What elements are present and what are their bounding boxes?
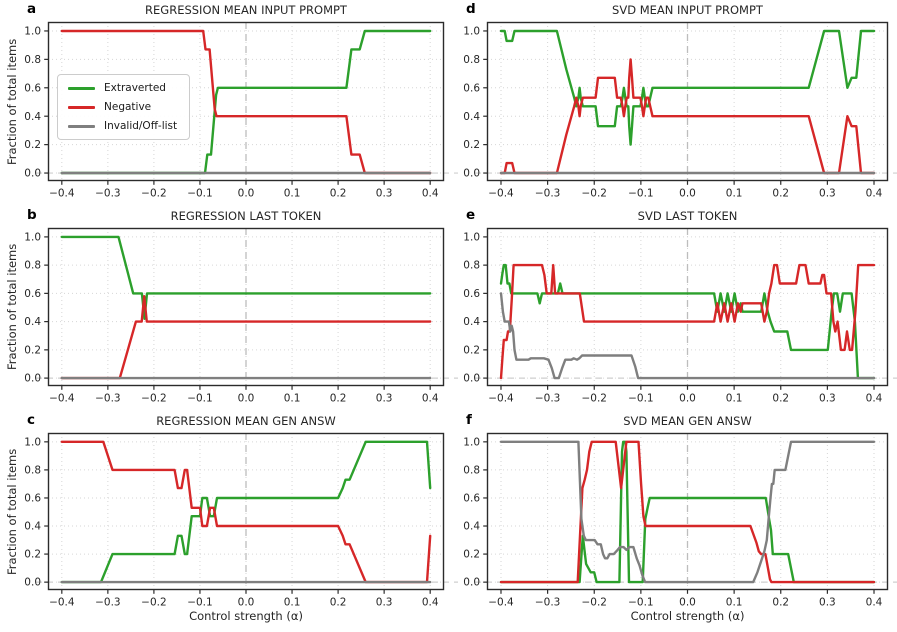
svg-text:0.8: 0.8 <box>463 464 480 477</box>
svg-text:−0.1: −0.1 <box>187 392 213 405</box>
svg-text:0.2: 0.2 <box>772 392 790 405</box>
svg-text:−0.4: −0.4 <box>49 392 75 405</box>
svg-text:−0.1: −0.1 <box>187 596 213 609</box>
svg-text:0.2: 0.2 <box>329 392 347 405</box>
panel-d-title: SVD MEAN INPUT PROMPT <box>612 3 763 17</box>
invalid-line-swatch <box>68 125 95 128</box>
svg-text:0.1: 0.1 <box>725 596 743 609</box>
svg-text:1.0: 1.0 <box>463 436 480 449</box>
svg-text:0.0: 0.0 <box>24 372 41 385</box>
panel-e-letter: e <box>466 207 476 223</box>
svg-text:0.4: 0.4 <box>463 316 480 329</box>
svg-text:0.4: 0.4 <box>421 596 439 609</box>
panel-f-letter: f <box>466 412 472 428</box>
panel-c-title: REGRESSION MEAN GEN ANSW <box>156 414 336 428</box>
svg-text:−0.1: −0.1 <box>628 392 654 405</box>
svg-text:0.2: 0.2 <box>463 548 480 561</box>
panel-e-title: SVD LAST TOKEN <box>637 209 738 223</box>
svg-text:0.6: 0.6 <box>24 492 41 505</box>
svg-text:0.2: 0.2 <box>329 187 347 200</box>
svg-text:0.0: 0.0 <box>463 167 480 180</box>
svg-text:0.4: 0.4 <box>865 187 883 200</box>
y-axis-label: Fraction of total items <box>5 243 19 371</box>
legend-item-negative: Negative <box>68 101 177 113</box>
svg-text:0.3: 0.3 <box>819 596 836 609</box>
svg-text:0.0: 0.0 <box>237 187 255 200</box>
panel-d-plot <box>463 22 888 200</box>
svg-text:−0.1: −0.1 <box>187 187 213 200</box>
svg-text:0.2: 0.2 <box>772 187 790 200</box>
panel-f-title: SVD MEAN GEN ANSW <box>623 414 752 428</box>
svg-text:0.1: 0.1 <box>283 392 301 405</box>
svg-text:0.6: 0.6 <box>463 82 480 95</box>
svg-text:−0.2: −0.2 <box>141 596 167 609</box>
svg-text:1.0: 1.0 <box>463 25 480 38</box>
svg-text:0.0: 0.0 <box>24 167 41 180</box>
svg-text:0.8: 0.8 <box>463 259 480 272</box>
panel-b-title: REGRESSION LAST TOKEN <box>170 209 322 223</box>
svg-text:0.3: 0.3 <box>375 596 393 609</box>
panel-d <box>463 1 888 200</box>
svg-text:0.4: 0.4 <box>421 187 439 200</box>
panel-a <box>5 1 444 200</box>
svg-text:0.6: 0.6 <box>24 287 41 300</box>
svg-text:0.3: 0.3 <box>819 392 836 405</box>
svg-text:0.3: 0.3 <box>375 187 393 200</box>
svg-text:0.8: 0.8 <box>24 464 41 477</box>
svg-text:−0.2: −0.2 <box>581 187 607 200</box>
svg-text:0.2: 0.2 <box>24 344 41 357</box>
svg-text:1.0: 1.0 <box>463 231 480 244</box>
svg-text:1.0: 1.0 <box>24 231 41 244</box>
legend <box>57 74 190 140</box>
panel-c-plot <box>24 433 444 609</box>
panel-e <box>463 207 888 405</box>
svg-text:0.3: 0.3 <box>375 392 393 405</box>
svg-text:−0.3: −0.3 <box>534 392 561 405</box>
svg-text:0.3: 0.3 <box>819 187 836 200</box>
svg-text:−0.4: −0.4 <box>488 392 514 405</box>
svg-text:0.2: 0.2 <box>24 548 41 561</box>
svg-text:−0.3: −0.3 <box>534 187 561 200</box>
panel-b <box>5 207 444 405</box>
x-axis-label: Control strength (α) <box>189 609 303 623</box>
svg-text:0.4: 0.4 <box>865 392 883 405</box>
panel-c <box>5 412 444 623</box>
svg-text:0.0: 0.0 <box>24 576 41 589</box>
svg-text:0.4: 0.4 <box>421 392 439 405</box>
svg-text:−0.3: −0.3 <box>95 392 121 405</box>
panel-b-plot <box>24 228 444 405</box>
svg-text:0.0: 0.0 <box>237 392 255 405</box>
svg-text:0.2: 0.2 <box>329 596 347 609</box>
y-axis-label: Fraction of total items <box>5 448 19 575</box>
panel-c-letter: c <box>27 412 36 428</box>
svg-text:−0.3: −0.3 <box>95 187 121 200</box>
svg-text:0.8: 0.8 <box>24 53 41 66</box>
svg-text:−0.2: −0.2 <box>581 392 607 405</box>
svg-text:0.2: 0.2 <box>772 596 790 609</box>
svg-text:0.4: 0.4 <box>463 110 480 123</box>
svg-text:0.4: 0.4 <box>24 110 41 123</box>
legend-item-invalid: Invalid/Off-list <box>68 120 177 132</box>
svg-text:0.1: 0.1 <box>725 392 743 405</box>
svg-text:−0.4: −0.4 <box>488 187 514 200</box>
svg-text:−0.3: −0.3 <box>534 596 561 609</box>
svg-text:0.8: 0.8 <box>463 53 480 66</box>
legend-item-extraverted: Extraverted <box>68 82 177 94</box>
svg-text:0.8: 0.8 <box>24 259 41 272</box>
svg-text:0.2: 0.2 <box>24 139 41 152</box>
svg-text:−0.2: −0.2 <box>581 596 607 609</box>
svg-text:0.6: 0.6 <box>24 82 41 95</box>
negative-line-swatch <box>68 106 95 109</box>
svg-text:0.4: 0.4 <box>24 316 41 329</box>
panel-e-plot <box>463 228 888 405</box>
y-axis-label: Fraction of total items <box>5 38 19 165</box>
panel-b-letter: b <box>27 207 37 223</box>
svg-text:1.0: 1.0 <box>24 25 41 38</box>
svg-text:−0.2: −0.2 <box>141 187 167 200</box>
svg-text:0.2: 0.2 <box>463 344 480 357</box>
svg-text:−0.4: −0.4 <box>49 596 75 609</box>
svg-text:0.0: 0.0 <box>237 596 255 609</box>
panel-a-title: REGRESSION MEAN INPUT PROMPT <box>145 3 347 17</box>
svg-text:0.0: 0.0 <box>463 576 480 589</box>
svg-text:0.0: 0.0 <box>463 372 480 385</box>
panel-f <box>463 412 888 623</box>
svg-text:1.0: 1.0 <box>24 436 41 449</box>
panel-d-letter: d <box>466 1 476 17</box>
panel-a-letter: a <box>27 1 37 17</box>
svg-text:0.0: 0.0 <box>679 392 696 405</box>
svg-text:0.6: 0.6 <box>463 287 480 300</box>
panel-f-plot <box>463 433 888 609</box>
svg-text:0.4: 0.4 <box>463 520 480 533</box>
svg-text:−0.3: −0.3 <box>95 596 121 609</box>
svg-text:0.1: 0.1 <box>725 187 743 200</box>
svg-text:−0.4: −0.4 <box>49 187 75 200</box>
svg-text:0.4: 0.4 <box>24 520 41 533</box>
svg-text:−0.1: −0.1 <box>628 596 654 609</box>
svg-text:−0.2: −0.2 <box>141 392 167 405</box>
svg-text:0.6: 0.6 <box>463 492 480 505</box>
x-axis-label: Control strength (α) <box>630 609 745 623</box>
svg-text:−0.4: −0.4 <box>488 596 514 609</box>
svg-text:0.2: 0.2 <box>463 139 480 152</box>
svg-text:0.4: 0.4 <box>865 596 883 609</box>
svg-text:0.1: 0.1 <box>283 596 301 609</box>
svg-text:0.1: 0.1 <box>283 187 301 200</box>
svg-text:0.0: 0.0 <box>679 187 696 200</box>
svg-text:−0.1: −0.1 <box>628 187 654 200</box>
svg-text:0.0: 0.0 <box>679 596 696 609</box>
extraverted-line-swatch <box>68 87 95 90</box>
